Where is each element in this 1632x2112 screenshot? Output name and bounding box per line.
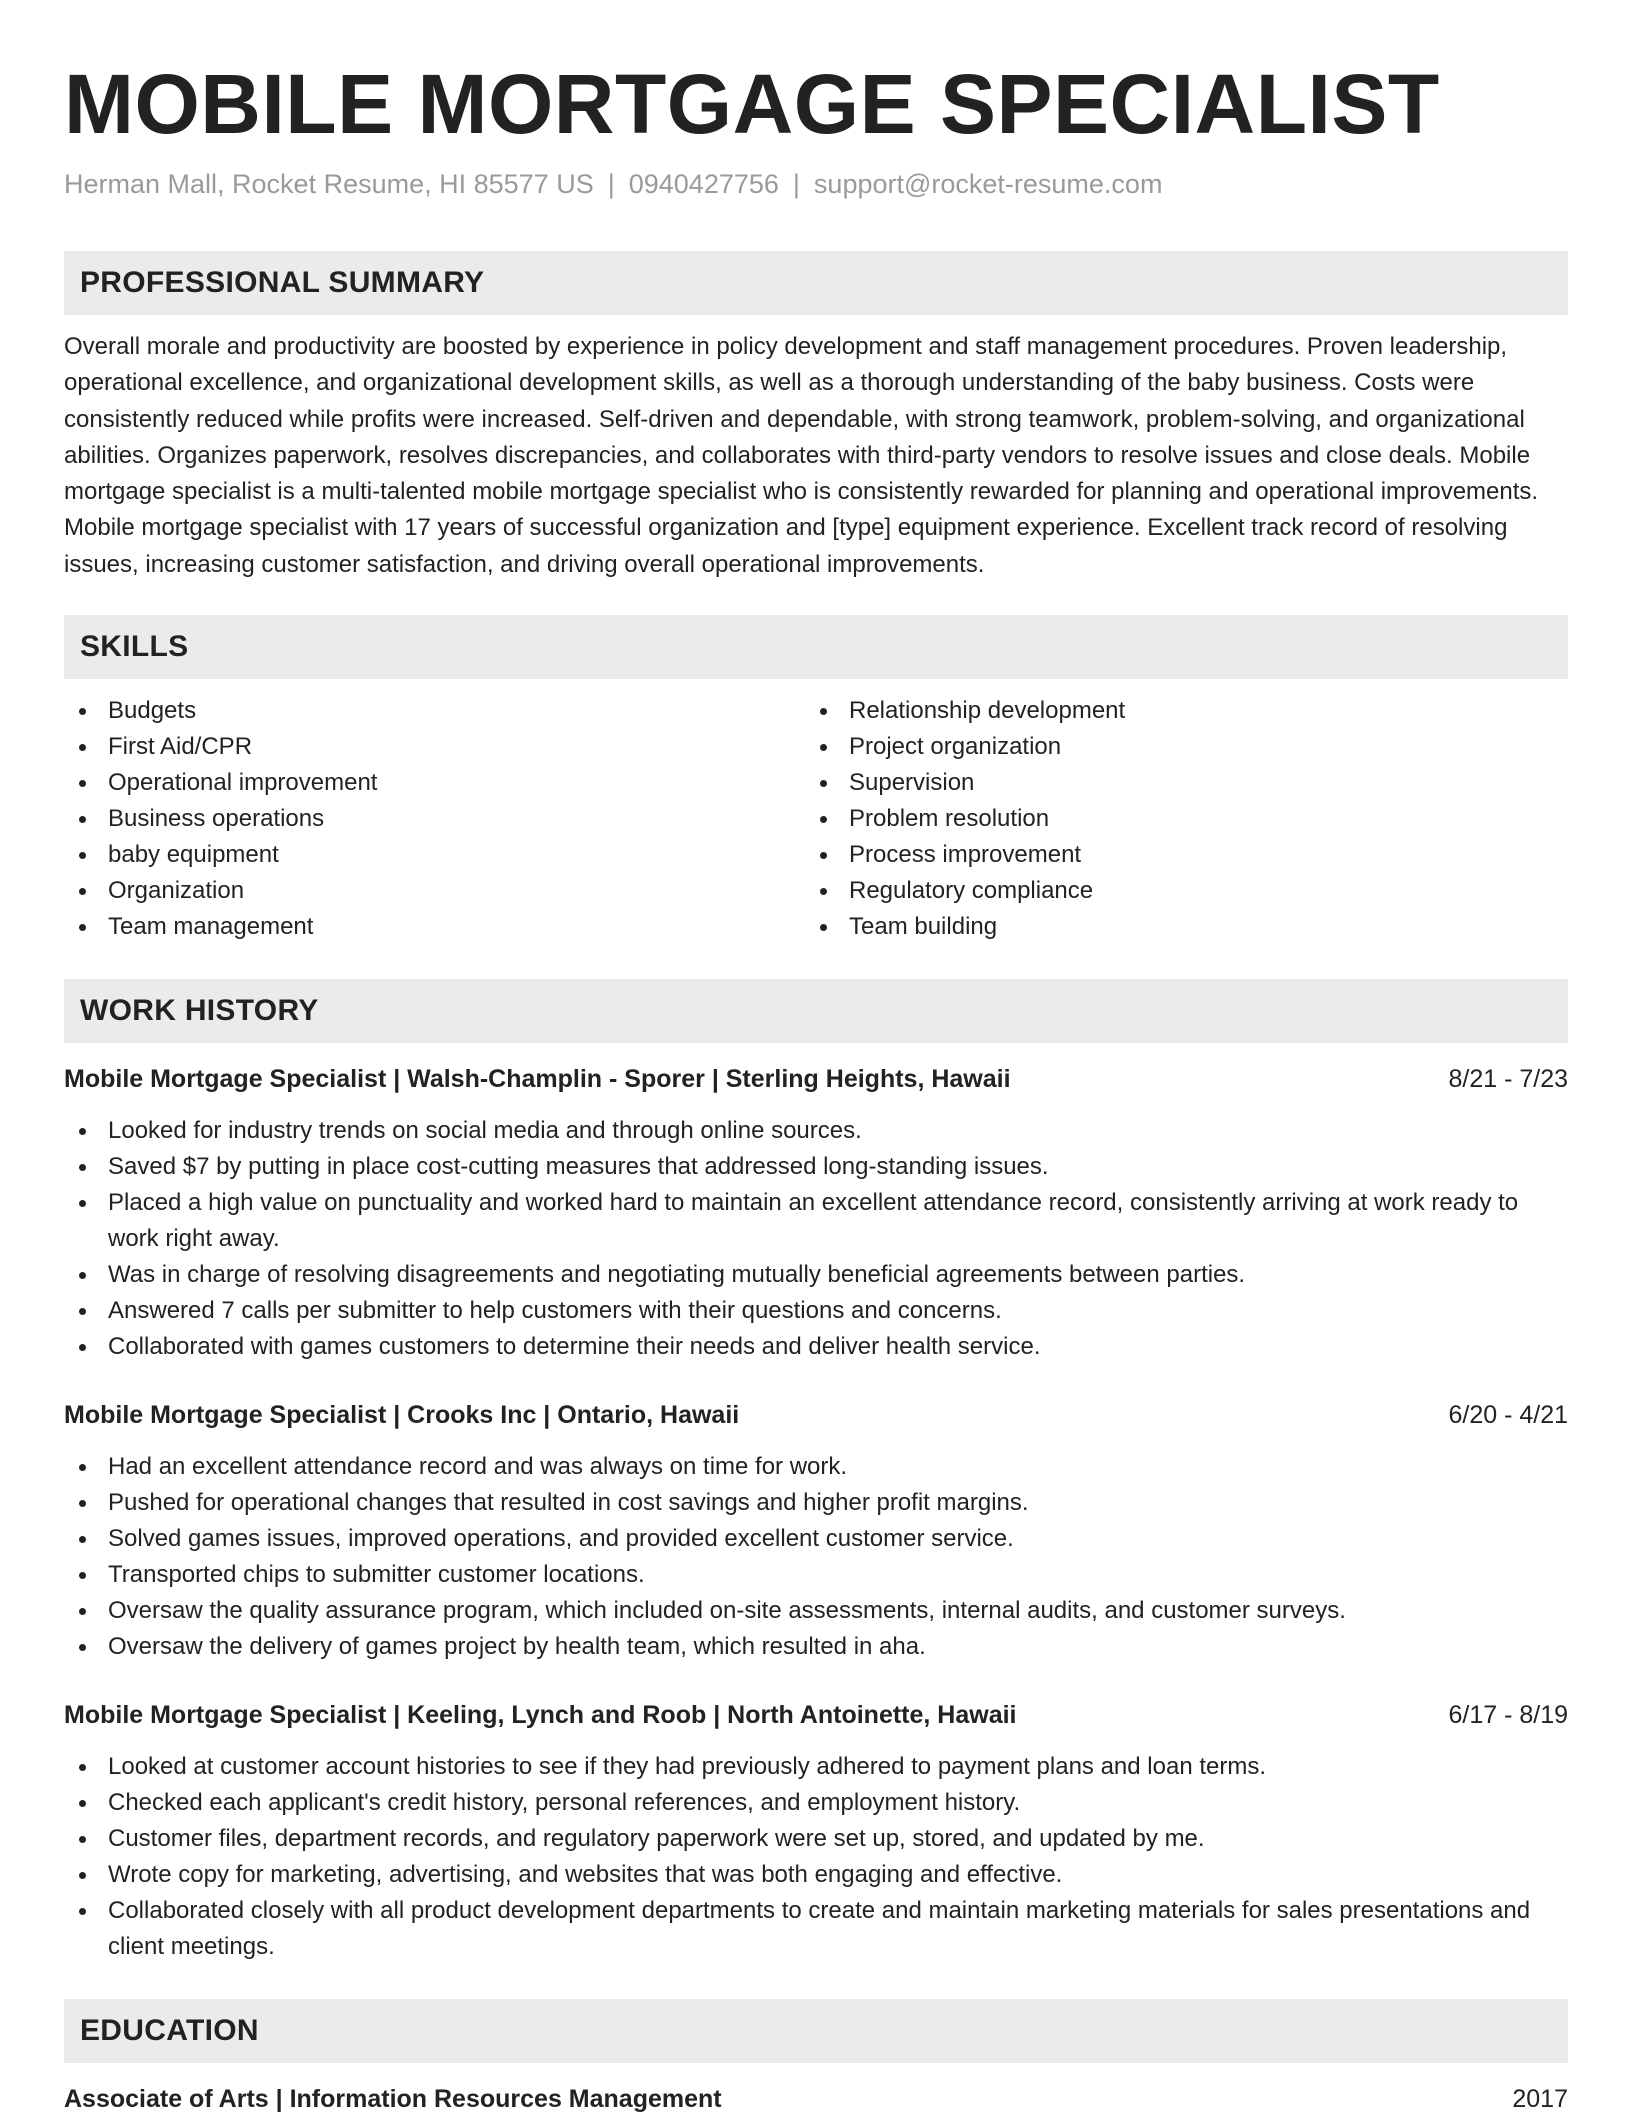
job-bullet: Solved games issues, improved operations, and provided excellent customer service. (64, 1521, 1568, 1557)
job-entry (64, 1397, 1568, 1665)
address-text: Herman Mall, Rocket Resume, HI 85577 US (64, 169, 594, 199)
job-bullets (64, 1113, 1568, 1365)
job-dates: 6/20 - 4/21 (1448, 1401, 1568, 1430)
job-bullet: Saved $7 by putting in place cost-cutting measures that addressed long-standing issues. (64, 1149, 1568, 1185)
job-bullet: Looked at customer account histories to see if they had previously adhered to payment plans and loan terms. (64, 1749, 1568, 1785)
job-entry (64, 1061, 1568, 1365)
job-bullet: Wrote copy for marketing, advertising, and websites that was both engaging and effective. (64, 1857, 1568, 1893)
job-entry (64, 1697, 1568, 1965)
job-header (64, 1061, 1568, 1097)
job-header (64, 1397, 1568, 1433)
skills-column-left (64, 693, 805, 945)
job-bullet: Oversaw the delivery of games project by health team, which resulted in aha. (64, 1629, 1568, 1665)
job-bullet: Pushed for operational changes that resulted in cost savings and higher profit margins. (64, 1485, 1568, 1521)
job-bullet: Placed a high value on punctuality and worked hard to maintain an excellent attendance record, consistently arriving at work ready to work right away. (64, 1185, 1568, 1257)
skill-item: Team management (64, 909, 805, 945)
education-degree: Associate of Arts | Information Resources Management (64, 2085, 722, 2112)
job-bullet: Was in charge of resolving disagreements and negotiating mutually beneficial agreements between parties. (64, 1257, 1568, 1293)
contact-line (64, 169, 1568, 200)
job-header (64, 1697, 1568, 1733)
skills-heading: SKILLS (64, 615, 1568, 679)
education-heading: EDUCATION (64, 1999, 1568, 2063)
job-dates: 6/17 - 8/19 (1448, 1701, 1568, 1730)
skill-item: Relationship development (805, 693, 1546, 729)
skill-item: Organization (64, 873, 805, 909)
summary-heading: PROFESSIONAL SUMMARY (64, 251, 1568, 315)
skills-column-right (805, 693, 1546, 945)
contact-separator: | (607, 169, 615, 199)
summary-text: Overall morale and productivity are boosted by experience in policy development and staff management procedures. Proven leadership, operational excellence, and organizational development skills, as well as a thorough understanding of the baby business. Costs were consistently reduced while profits were increased. Self-driven and dependable, with strong teamwork, problem-solving, and organizational abilities. Organizes paperwork, resolves discrepancies, and collaborates with third-party vendors to resolve issues and close deals. Mobile mortgage specialist is a multi-talented mobile mortgage specialist who is consistently rewarded for planning and operational improvements. Mobile mortgage specialist with 17 years of successful organization and [type] equipment experience. Excellent track record of resolving issues, increasing customer satisfaction, and driving overall operational improvements. (64, 333, 1539, 578)
job-title: Mobile Mortgage Specialist | Walsh-Champlin - Sporer | Sterling Heights, Hawaii (64, 1065, 1011, 1094)
job-bullet: Oversaw the quality assurance program, which included on-site assessments, internal audits, and customer surveys. (64, 1593, 1568, 1629)
email-link[interactable]: support@rocket-resume.com (813, 169, 1163, 199)
skill-item: Budgets (64, 693, 805, 729)
education-year: 2017 (1512, 2085, 1568, 2112)
work-history-heading: WORK HISTORY (64, 979, 1568, 1043)
skill-item: Project organization (805, 729, 1546, 765)
job-bullet: Collaborated with games customers to determine their needs and deliver health service. (64, 1329, 1568, 1365)
job-bullet: Customer files, department records, and regulatory paperwork were set up, stored, and updated by me. (64, 1821, 1568, 1857)
skill-item: Process improvement (805, 837, 1546, 873)
job-bullet: Had an excellent attendance record and was always on time for work. (64, 1449, 1568, 1485)
skill-item: Regulatory compliance (805, 873, 1546, 909)
job-bullet: Collaborated closely with all product development departments to create and maintain marketing materials for sales presentations and client meetings. (64, 1893, 1568, 1965)
contact-separator: | (792, 169, 800, 199)
job-bullets (64, 1449, 1568, 1665)
skill-item: baby equipment (64, 837, 805, 873)
job-bullet: Looked for industry trends on social media and through online sources. (64, 1113, 1568, 1149)
skills-list (64, 693, 1568, 945)
skill-item: Problem resolution (805, 801, 1546, 837)
job-bullet: Answered 7 calls per submitter to help customers with their questions and concerns. (64, 1293, 1568, 1329)
job-bullets (64, 1749, 1568, 1965)
education-entry (64, 2081, 1568, 2112)
skill-item: Supervision (805, 765, 1546, 801)
phone-text: 0940427756 (628, 169, 779, 199)
job-bullet: Transported chips to submitter customer locations. (64, 1557, 1568, 1593)
resume-page (64, 0, 1568, 2112)
skill-item: Team building (805, 909, 1546, 945)
skill-item: Business operations (64, 801, 805, 837)
job-dates: 8/21 - 7/23 (1448, 1065, 1568, 1094)
skill-item: Operational improvement (64, 765, 805, 801)
job-title: Mobile Mortgage Specialist | Crooks Inc | Ontario, Hawaii (64, 1401, 740, 1430)
job-bullet: Checked each applicant's credit history, personal references, and employment history. (64, 1785, 1568, 1821)
job-title: Mobile Mortgage Specialist | Keeling, Lynch and Roob | North Antoinette, Hawaii (64, 1701, 1017, 1730)
skill-item: First Aid/CPR (64, 729, 805, 765)
page-title: MOBILE MORTGAGE SPECIALIST (64, 57, 1440, 151)
